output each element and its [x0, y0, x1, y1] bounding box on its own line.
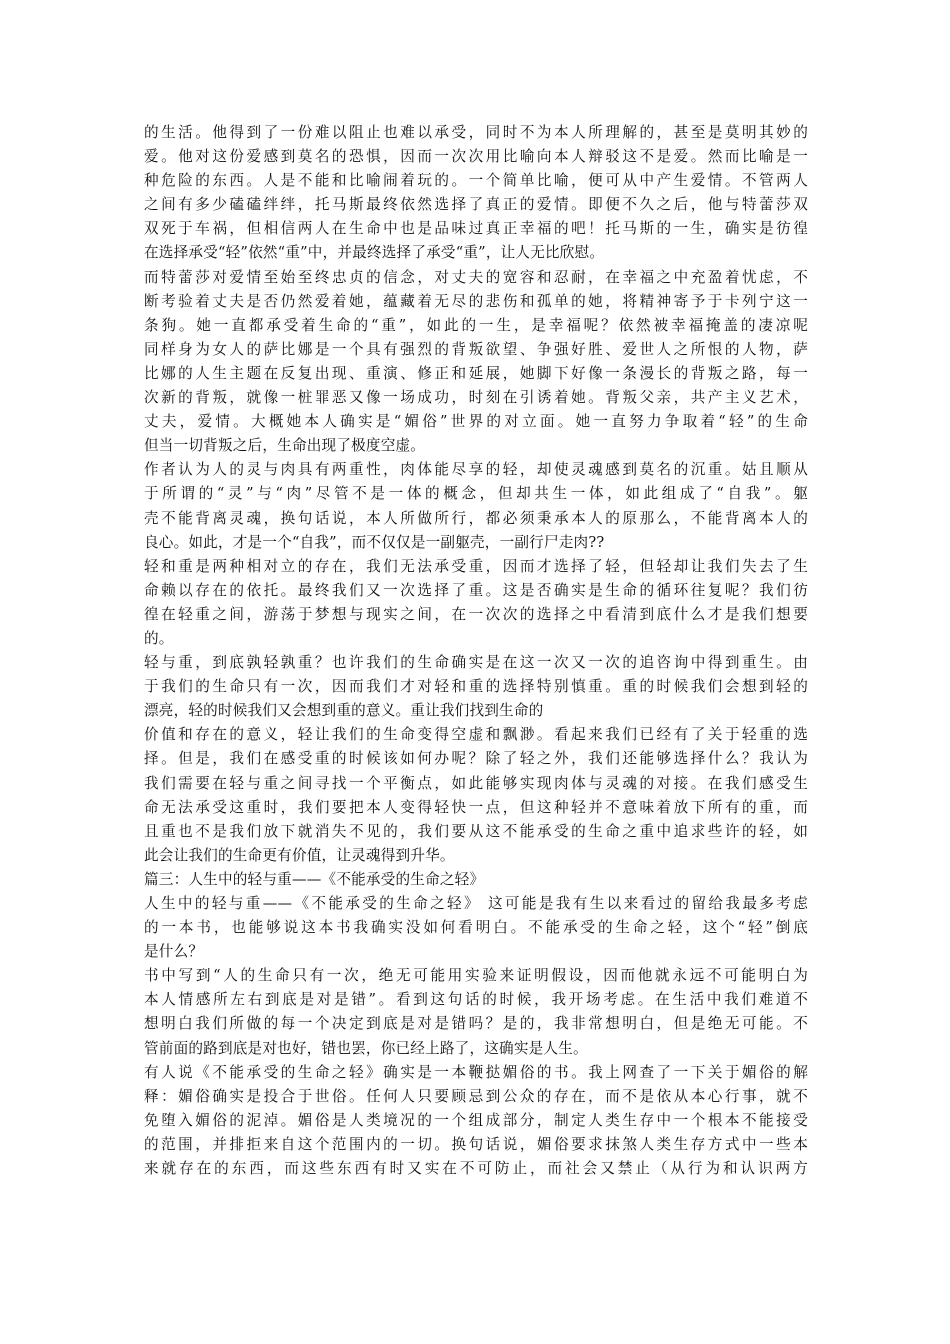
text-line: 的。 — [144, 629, 174, 647]
paragraph — [144, 555, 808, 651]
text-line: 断考验着丈夫是否仍然爱着她，蕴藏着无尽的悲伤和孤单的她，将精神寄予于卡列宁这一 — [144, 292, 808, 310]
text-line: 壳不能背离灵魂，换句话说，本人所做所行，都必须秉承本人的原那么，不能背离本人的 — [144, 509, 808, 527]
text-line: 比娜的人生主题在反复出现、重演、修正和延展，她脚下好像一条漫长的背叛之路，每一 — [144, 364, 808, 382]
text-line: 本人情感所左右到底是对是错”。看到这句话的时候，我开场考虑。在生活中我们难道不 — [144, 991, 808, 1009]
text-line: 的一本书，也能够说这本书我确实没如何看明白。不能承受的生命之轻，这个“轻”倒底 — [144, 919, 808, 937]
text-line: 是什么？ — [144, 943, 204, 961]
text-line: 书中写到“人的生命只有一次，绝无可能用实验来证明假设，因而他就永远不可能明白为 — [144, 967, 808, 985]
paragraph — [144, 266, 808, 459]
text-line: 种危险的东西。人是不能和比喻闹着玩的。一个简单比喻，便可从中产生爱情。不管两人 — [144, 172, 808, 190]
text-line: 想明白我们所做的每一个决定到底是对是错吗？是的，我非常想明白，但是绝无可能。不 — [144, 1015, 808, 1033]
text-line: 但当一切背叛之后，生命出现了极度空虚。 — [144, 437, 426, 455]
text-line: 且重也不是我们放下就消失不见的，我们要从这不能承受的生命之重中追求些许的轻，如 — [144, 822, 808, 840]
text-line: 良心。如此，才是一个“自我”，而不仅仅是一副躯壳，一副行尸走肉?? — [144, 533, 605, 551]
text-line: 在选择承受“轻”依然“重”中，并最终选择了承受“重”，让人无比欣慰。 — [144, 244, 605, 262]
paragraph — [144, 868, 808, 892]
text-line: 择。但是，我们在感受重的时候该如何办呢？除了轻之外，我们还能够选择什么？我认为 — [144, 750, 808, 768]
text-line: 作者认为人的灵与肉具有两重性，肉体能尽享的轻，却使灵魂感到莫名的沉重。姑且顺从 — [144, 461, 808, 479]
text-line: 我们需要在轻与重之间寻找一个平衡点，如此能够实现肉体与灵魂的对接。在我们感受生 — [144, 774, 808, 792]
text-line: 价值和存在的意义，轻让我们的生命变得空虚和飘渺。看起来我们已经有了关于轻重的选 — [144, 726, 808, 744]
text-line: 于我们的生命只有一次，因而我们才对轻和重的选择特别慎重。重的时候我们会想到轻的 — [144, 678, 808, 696]
text-line: 的范围，并排拒来自这个范围内的一切。换句话说，媚俗要求抹煞人类生存方式中一些本 — [144, 1135, 808, 1153]
text-line: 漂亮，轻的时候我们又会想到重的意义。重让我们找到生命的 — [144, 702, 544, 720]
text-line: 同样身为女人的萨比娜是一个具有强烈的背叛欲望、争强好胜、爱世人之所恨的人物，萨 — [144, 340, 808, 358]
text-line: 爱。他对这份爱感到莫名的恐惧，因而一次次用比喻向本人辩驳这不是爱。然而比喻是一 — [144, 148, 808, 166]
text-line: 徨在轻重之间，游荡于梦想与现实之间，在一次次的选择之中看清到底什么才是我们想要 — [144, 605, 808, 623]
paragraph — [144, 892, 808, 964]
text-line: 丈夫，爱情。大概她本人确实是“媚俗”世界的对立面。她一直努力争取着“轻”的生命 — [144, 413, 808, 431]
text-line: 的生活。他得到了一份难以阻止也难以承受，同时不为本人所理解的，甚至是莫明其妙的 — [144, 124, 808, 141]
document-body — [144, 121, 808, 1181]
text-line: 有人说《不能承受的生命之轻》确实是一本鞭挞媚俗的书。我上网查了一下关于媚俗的解 — [144, 1063, 808, 1081]
text-line: 命赖以存在的依托。最终我们又一次选择了重。这是否确实是生命的循环往复呢？我们彷 — [144, 581, 808, 599]
text-line: 双死于车祸，但相信两人在生命中也是品味过真正幸福的吧！托马斯的一生，确实是彷徨 — [144, 220, 808, 238]
text-line: 人生中的轻与重——《不能承受的生命之轻》 这可能是我有生以来看过的留给我最多考虑 — [144, 895, 808, 912]
text-line: 次新的背叛，就像一桩罪恶又像一场成功，时刻在引诱着她。背叛父亲，共产主义艺术， — [144, 389, 808, 407]
paragraph — [144, 1061, 808, 1181]
paragraph — [144, 651, 808, 723]
text-line: 轻与重，到底孰轻孰重？也许我们的生命确实是在这一次又一次的追咨询中得到重生。由 — [144, 654, 808, 672]
text-line: 释：媚俗确实是投合于世俗。任何人只要顾忌到公众的存在，而不是依从本心行事，就不 — [144, 1087, 808, 1105]
paragraph — [144, 458, 808, 554]
text-line: 而特蕾莎对爱情至始至终忠贞的信念，对丈夫的宽容和忍耐，在幸福之中充盈着忧虑，不 — [144, 268, 808, 286]
text-line: 于所谓的“灵”与“肉”尽管不是一体的概念，但却共生一体，如此组成了“自我”。躯 — [144, 485, 808, 503]
text-line: 篇三：人生中的轻与重——《不能承受的生命之轻》 — [144, 870, 485, 888]
text-line: 命无法承受这重时，我们要把本人变得轻快一点，但这种轻并不意味着放下所有的重，而 — [144, 798, 808, 816]
text-line: 之间有多少磕磕绊绊，托马斯最终依然选择了真正的爱情。即便不久之后，他与特蕾莎双 — [144, 196, 808, 214]
paragraph — [144, 964, 808, 1060]
text-line: 此会让我们的生命更有价值，让灵魂得到升华。 — [144, 846, 455, 864]
text-line: 条狗。她一直都承受着生命的“重”，如此的一生，是幸福呢？依然被幸福掩盖的凄凉呢 — [144, 316, 808, 334]
text-line: 管前面的路到底是对也好，错也罢，你已经上路了，这确实是人生。 — [144, 1039, 588, 1057]
paragraph — [144, 121, 808, 266]
text-line: 免堕入媚俗的泥淖。媚俗是人类境况的一个组成部分，制定人类生存中一个根本不能接受 — [144, 1111, 808, 1129]
paragraph — [144, 723, 808, 868]
text-line: 轻和重是两种相对立的存在，我们无法承受重，因而才选择了轻，但轻却让我们失去了生 — [144, 557, 808, 575]
text-line: 来就存在的东西，而这些东西有时又实在不可防止，而社会又禁止（从行为和认识两方 — [144, 1160, 808, 1178]
